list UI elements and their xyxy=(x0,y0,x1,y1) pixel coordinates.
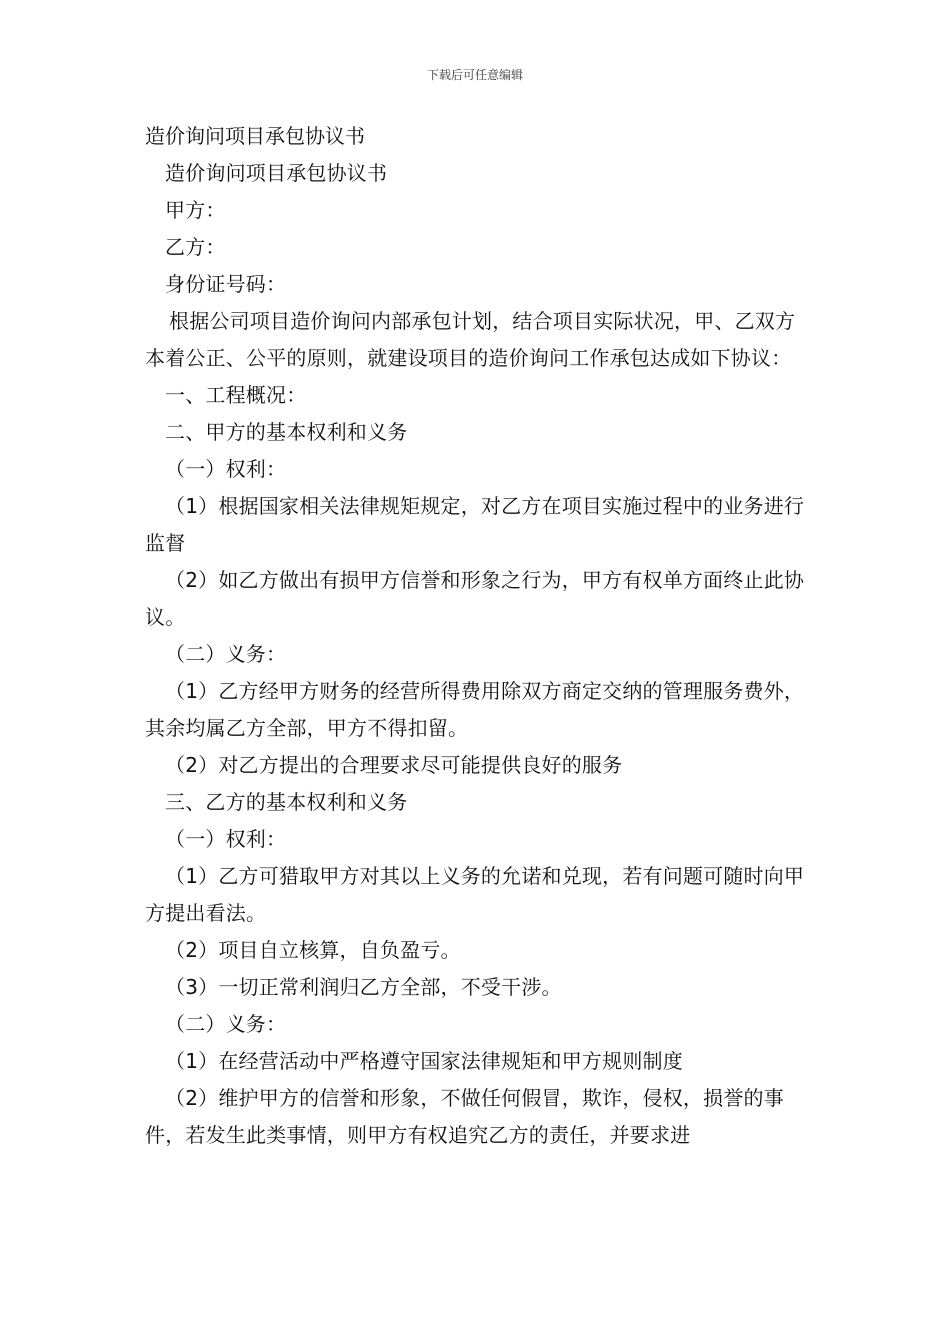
document-paragraph: （2）维护甲方的信誉和形象，不做任何假冒，欺诈，侵权，损誉的事件，若发生此类事情，则甲方有权追究乙方的责任，并要求进 xyxy=(145,1086,784,1147)
document-paragraph: 乙方： xyxy=(165,235,226,259)
document-paragraph: （3）一切正常利润归乙方全部，不受干涉。 xyxy=(165,975,562,999)
document-paragraph: 甲方： xyxy=(165,198,226,222)
document-paragraph: （二）义务： xyxy=(165,1012,287,1036)
document-paragraph: 二、甲方的基本权利和义务 xyxy=(165,420,408,444)
document-paragraph: 三、乙方的基本权利和义务 xyxy=(165,790,408,814)
paragraph-list xyxy=(145,155,813,1154)
document-paragraph: 身份证号码： xyxy=(165,272,287,296)
page-header-note: 下载后可任意编辑 xyxy=(426,68,523,82)
document-paragraph: （1）根据国家相关法律规矩规定，对乙方在项目实施过程中的业务进行监督 xyxy=(145,494,805,555)
document-paragraph: （二）义务： xyxy=(165,642,287,666)
document-title: 造价询问项目承包协议书 xyxy=(145,124,365,148)
document-paragraph: （1）在经营活动中严格遵守国家法律规矩和甲方规则制度 xyxy=(165,1049,683,1073)
document-paragraph: 造价询问项目承包协议书 xyxy=(165,161,388,185)
document-paragraph: （1）乙方可猎取甲方对其以上义务的允诺和兑现，若有问题可随时向甲方提出看法。 xyxy=(145,864,805,925)
document-paragraph: （2）对乙方提出的合理要求尽可能提供良好的服务 xyxy=(165,753,623,777)
document-paragraph: 一、工程概况： xyxy=(165,383,307,407)
document-paragraph: （一）权利： xyxy=(165,457,287,481)
document-paragraph: （一）权利： xyxy=(165,827,287,851)
document-paragraph: 根据公司项目造价询问内部承包计划，结合项目实际状况，甲、乙双方本着公正、公平的原则，就建设项目的造价询问工作承包达成如下协议： xyxy=(145,309,796,370)
document-paragraph: （1）乙方经甲方财务的经营所得费用除双方商定交纳的管理服务费外，其余均属乙方全部，甲方不得扣留。 xyxy=(145,679,805,740)
document-paragraph: （2）如乙方做出有损甲方信誉和形象之行为，甲方有权单方面终止此协议。 xyxy=(145,568,805,629)
document-body xyxy=(145,118,813,1154)
document-paragraph: （2）项目自立核算，自负盈亏。 xyxy=(165,938,461,962)
